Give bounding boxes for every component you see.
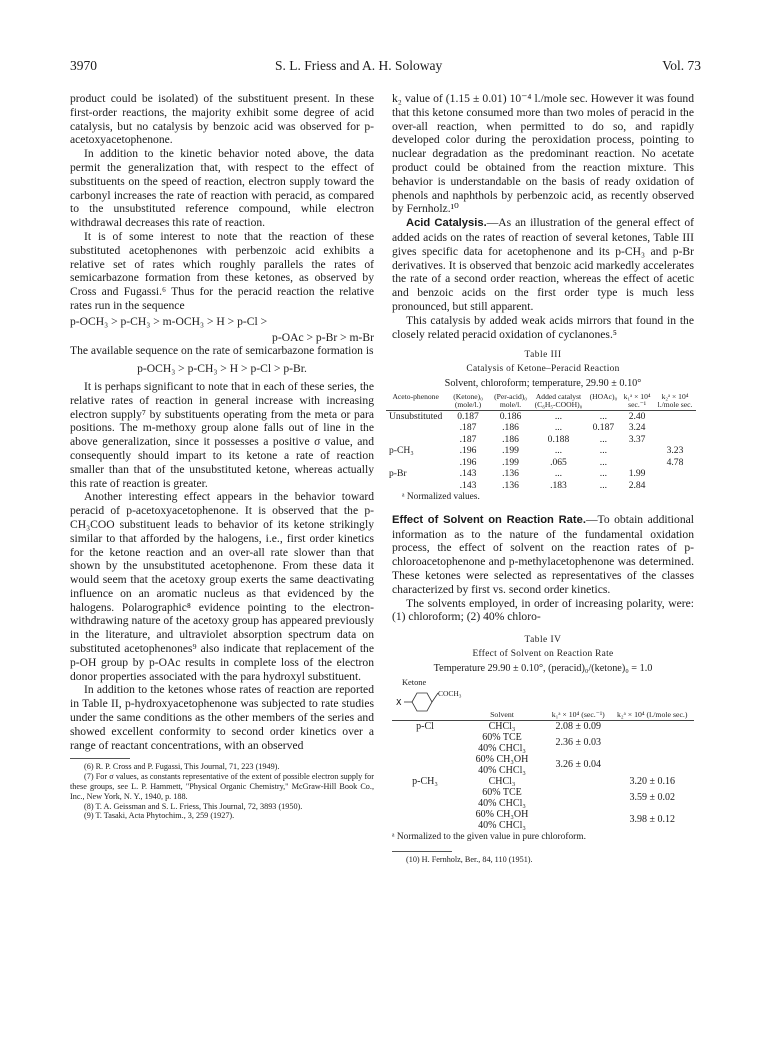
- table-cell: [654, 410, 696, 422]
- table-cell: .183: [550, 479, 567, 491]
- table-cell: Unsubstituted: [389, 410, 443, 422]
- table-cell: 0.187: [592, 422, 615, 434]
- section-heading: Effect of Solvent on Reaction Rate.: [392, 513, 586, 526]
- table-cell: .187: [459, 433, 477, 445]
- column-header: (HOAc)₀: [589, 391, 618, 401]
- volume-label: Vol. 73: [662, 58, 701, 73]
- paragraph: product could be isolated) of the substituent present. In these first-order reactions, the majority exhibit some degree of acid catalysis, but no catalysis by benzoic acid was observed for p-acetoxyacetophenone.: [70, 92, 374, 147]
- solvent-cell: [458, 720, 546, 732]
- solvent-cell: [458, 809, 546, 831]
- k2-cell: [611, 754, 695, 776]
- table-title: Effect of Solvent on Reaction Rate: [472, 649, 614, 660]
- table-cell: [386, 480, 445, 492]
- table-cell: [620, 457, 654, 469]
- table-cell: .143: [459, 468, 477, 480]
- footnote-rule: [70, 758, 130, 759]
- ketone-structure: [392, 689, 694, 715]
- left-column: [70, 92, 374, 821]
- column-header: Aceto-phenone: [392, 391, 439, 401]
- table-cell: .196: [459, 456, 477, 468]
- solvent-line: 60% CH₃OH: [475, 808, 529, 820]
- solvent-line: CHCl₃: [488, 720, 516, 732]
- table-cell: 2.40: [628, 410, 646, 422]
- table-cell: .065: [550, 456, 567, 468]
- table-subtitle: Temperature 29.90 ± 0.10°, (peracid)₀/(ketone)₀ = 1.0: [433, 662, 653, 674]
- paragraph: In addition to the ketones whose rates of reaction are reported in Table II, p-hydroxyacetophenone was subjected to rate studies under the same conditions as the other members of the series and showed excellent conformity to second order kinetics over a range of reactant concentrations, with an observed: [70, 683, 374, 752]
- footnote: (8) T. A. Geissman and S. L. Friess, This Journal, 72, 3893 (1950).: [84, 801, 303, 811]
- footnote-rule: [392, 851, 452, 852]
- table-iii: [386, 393, 696, 491]
- table-cell: 0.186: [499, 410, 522, 422]
- solvent-line: CHCl₃: [488, 775, 516, 787]
- section-heading: Acid Catalysis.: [406, 217, 487, 230]
- table-row: [392, 776, 694, 787]
- equation: p-OCH₃ > p-CH₃ > H > p-Cl > p-Br.: [137, 362, 307, 376]
- header-authors: S. L. Friess and A. H. Soloway: [275, 58, 443, 73]
- table-cell: 3.37: [628, 433, 646, 445]
- column-header: k₁ᵃ × 10⁴ sec.⁻¹: [623, 391, 651, 410]
- k2-cell: [611, 720, 695, 732]
- ketone-cell: [392, 809, 458, 831]
- k1-cell: 2.08 ± 0.09: [555, 720, 601, 732]
- table-cell: p-CH₃: [389, 445, 414, 457]
- table-cell: ...: [554, 410, 563, 422]
- table-cell: .199: [502, 456, 519, 468]
- table-title: Catalysis of Ketone–Peracid Reaction: [466, 364, 620, 375]
- table-row: [392, 809, 694, 831]
- solvent-line: 40% CHCl₃: [478, 819, 526, 831]
- table-cell: [654, 422, 696, 434]
- right-column: [389, 92, 694, 864]
- table-cell: ...: [599, 468, 607, 480]
- paragraph: Another interesting effect appears in the behavior toward peracid of p-acetoxyacetophenone. It is observed that the p-CH₃COO substituent leads to behavior of its ketone strikingly similar to that afforded by the halogens, i.e., first order kinetics for the ketone reaction and an over-all rate slower than that shown by the unsubstituted acetophenone. From these data it would seem that the acetoxy group exerts the same deactivating influence on an aromatic nucleus as that evidenced by the halogens. Polarographic⁸ evidence pointing to the electron-withdrawing nature of the acetoxy group has appeared previously in the literature, and ultraviolet absorption spectrum data on substituted acetophenones⁹ also indicate that replacement of the p-OH group by p-OAc results in complete loss of the electron donor properties associated with the para hydroxyl substituent.: [70, 490, 374, 683]
- k2-cell: 3.59 ± 0.02: [629, 792, 675, 804]
- running-header: [70, 58, 701, 76]
- solvent-line: 40% CHCl₃: [478, 797, 526, 809]
- k1-cell: [546, 809, 611, 831]
- table-cell: p-Br: [389, 468, 407, 480]
- paragraph: Effect of Solvent on Reaction Rate.—To obtain additional information as to the nature of the fundamental oxidation process, the effect of solvent on the reaction rates of p-chloroacetophenone and p-methylacetophenone was determined. These ketones were selected as representatives of the classes characterized by first vs. second order kinetics.: [392, 512, 694, 596]
- table-cell: .136: [502, 468, 519, 480]
- table-row: [392, 732, 694, 754]
- footnote: (10) H. Fernholz, Ber., 84, 110 (1951).: [406, 854, 533, 864]
- table-cell: .196: [459, 445, 477, 457]
- column-header: (Ketone)₀ (mole/l.): [453, 391, 483, 410]
- solvent-line: 60% CH₃OH: [475, 753, 529, 765]
- table-footnote: ᵃ Normalized values.: [402, 492, 480, 503]
- paragraph: It is perhaps significant to note that in each of these series, the relative rates of reaction in general increase with increasing electron supply⁷ by substituents operating from the meta or para positions. The m-methoxy group alone falls out of line in the above generalization, since it possesses a positive σ value, and consequently should impart to its ketone a rate of reaction smaller than that of the unsubstituted ketone, whereas actually this rate of reaction is greater.: [70, 379, 374, 490]
- table-row: [386, 457, 696, 469]
- table-cell: 0.188: [547, 433, 570, 445]
- k2-cell: 3.98 ± 0.12: [629, 814, 675, 826]
- table-cell: [620, 445, 654, 457]
- table-label: Table III: [524, 350, 562, 361]
- ketone-label: Ketone: [402, 677, 427, 687]
- solvent-cell: [458, 732, 546, 754]
- table-cell: ...: [599, 456, 607, 468]
- svg-text:X: X: [396, 698, 402, 708]
- paragraph: In addition to the kinetic behavior noted above, the data permit the generalization that, with respect to the effect of substituents on the speed of reaction, electron supply toward the carbonyl increases the rate of reaction with peracid, as compared to the unsubstituted reference compound, while electron withdrawal decreases this rate of reaction.: [70, 147, 374, 230]
- table-iv: [392, 711, 694, 830]
- ketone-cell: p-CH₃: [412, 775, 438, 787]
- paragraph: This catalysis by added weak acids mirrors that found in the closely related peracid oxidation of cyclanones.⁵: [392, 313, 694, 341]
- table-cell: [386, 457, 445, 469]
- column-header: (Per-acid)₀ mole/l.: [494, 391, 527, 410]
- table-cell: ...: [554, 468, 563, 480]
- solvent-line: 60% TCE: [482, 786, 522, 798]
- table-cell: 4.78: [666, 456, 684, 468]
- table-cell: [386, 422, 445, 434]
- table-cell: [386, 434, 445, 446]
- table-row: [386, 410, 696, 422]
- table-cell: 2.84: [628, 479, 646, 491]
- table-row: [386, 434, 696, 446]
- table-row: [386, 445, 696, 457]
- paragraph: The solvents employed, in order of increasing polarity, were: (1) chloroform; (2) 40% chloro-: [392, 596, 694, 624]
- table-cell: ...: [599, 433, 607, 445]
- table-row: [386, 468, 696, 480]
- table-cell: ...: [599, 410, 607, 422]
- solvent-cell: [458, 754, 546, 776]
- table-cell: [654, 480, 696, 492]
- ketone-cell: [392, 754, 458, 776]
- table-footnote: ᵃ Normalized to the given value in pure chloroform.: [392, 831, 586, 842]
- column-header: Solvent: [490, 710, 514, 720]
- solvent-cell: [458, 787, 546, 809]
- table-label: Table IV: [524, 635, 562, 646]
- footnote: (7) For σ values, as constants representative of the extent of possible electron supply for these groups, see L. P. Hammett, "Physical Organic Chemistry," McGraw-Hill Book Co., Inc., New York, N. Y., 1940, p. 188.: [70, 772, 374, 801]
- table-cell: .187: [459, 422, 477, 434]
- k1-cell: 2.36 ± 0.03: [555, 737, 601, 749]
- equation: p-OAc > p-Br > m-Br: [272, 330, 374, 344]
- footnote: (6) R. P. Cross and P. Fugassi, This Journal, 71, 223 (1949).: [84, 762, 280, 772]
- table-cell: .136: [502, 479, 519, 491]
- table-cell: .199: [502, 445, 519, 457]
- column-header: k₂ᵃ × 10⁴ l./mole sec.: [657, 391, 693, 410]
- solvent-line: 40% CHCl₃: [478, 742, 526, 754]
- structure-label: COCH₃: [438, 689, 462, 699]
- table-cell: 1.99: [628, 468, 646, 480]
- table-cell: 3.24: [628, 422, 646, 434]
- paragraph: It is of some interest to note that the reaction of these substituted acetophenones with perbenzoic acid exhibits a relative set of rates which roughly parallels the rates of semicarbazone formation from these ketones, as observed by Cross and Fugassi.⁶ Thus for the peracid reaction the relative rates run in the sequence: [70, 229, 374, 312]
- solvent-line: 40% CHCl₃: [478, 764, 526, 776]
- table-cell: .186: [502, 422, 519, 434]
- table-subtitle: Solvent, chloroform; temperature, 29.90 ± 0.10°: [444, 377, 642, 389]
- table-cell: ...: [554, 422, 563, 434]
- page-number: 3970: [70, 58, 97, 73]
- k2-cell: [611, 732, 695, 754]
- table-cell: .186: [502, 433, 519, 445]
- column-header: k₁ᵃ × 10⁴ (sec.⁻¹): [551, 710, 605, 720]
- column-header: k₂ᵃ × 10⁴ (l./mole sec.): [617, 710, 688, 720]
- table-cell: ...: [554, 445, 563, 457]
- table-cell: 0.187: [457, 410, 479, 422]
- table-row: [392, 720, 694, 732]
- table-cell: .143: [459, 479, 477, 491]
- table-row: [386, 480, 696, 492]
- table-cell: ...: [599, 479, 607, 491]
- table-cell: [654, 434, 696, 446]
- k1-cell: [546, 776, 611, 787]
- equation: p-OCH₃ > p-CH₃ > m-OCH₃ > H > p-Cl >: [70, 314, 268, 328]
- paragraph: k₂ value of (1.15 ± 0.01) 10⁻⁴ l./mole sec. However it was found that this ketone consumed more than two moles of peracid in the over-all reaction, when permitted to do so, and rapidly developed color during the peroxidation process, pointing to nuclear degradation as the predominant reaction. No acetate product could be obtained from the reaction mixture. This behavior is understandable on the basis of ready oxidation of phenols and naphthols by perbenzoic acid, as recently observed by Fernholz.¹⁰: [392, 92, 694, 216]
- table-row: [392, 787, 694, 809]
- ketone-cell: [392, 732, 458, 754]
- k1-cell: [546, 787, 611, 809]
- k1-cell: 3.26 ± 0.04: [555, 759, 601, 771]
- k2-cell: 3.20 ± 0.16: [629, 775, 675, 787]
- table-row: [386, 422, 696, 434]
- table-cell: 3.23: [666, 445, 684, 457]
- solvent-line: 60% TCE: [482, 731, 522, 743]
- ketone-cell: p-Cl: [416, 720, 434, 732]
- footnote: (9) T. Tasaki, Acta Phytochim., 3, 259 (1927).: [84, 811, 235, 821]
- paragraph: Acid Catalysis.—As an illustration of the general effect of added acids on the rates of reaction of several ketones, Table III gives specific data for acetophenone and its p-CH₃ and p-Br derivatives. It is observed that benzoic acid markedly accelerates the rate of a second order reaction, whereas the effect of acetic and benzoic acids on the first order type is much less pronounced, but still apparent.: [392, 216, 694, 313]
- table-cell: ...: [599, 445, 607, 457]
- solvent-cell: [458, 776, 546, 787]
- paragraph: The available sequence on the rate of semicarbazone formation is: [70, 344, 374, 358]
- table-cell: [654, 468, 696, 480]
- ketone-cell: [392, 787, 458, 809]
- column-header: Added catalyst (C₆H₅-COOH)₀: [534, 391, 583, 410]
- table-row: [392, 754, 694, 776]
